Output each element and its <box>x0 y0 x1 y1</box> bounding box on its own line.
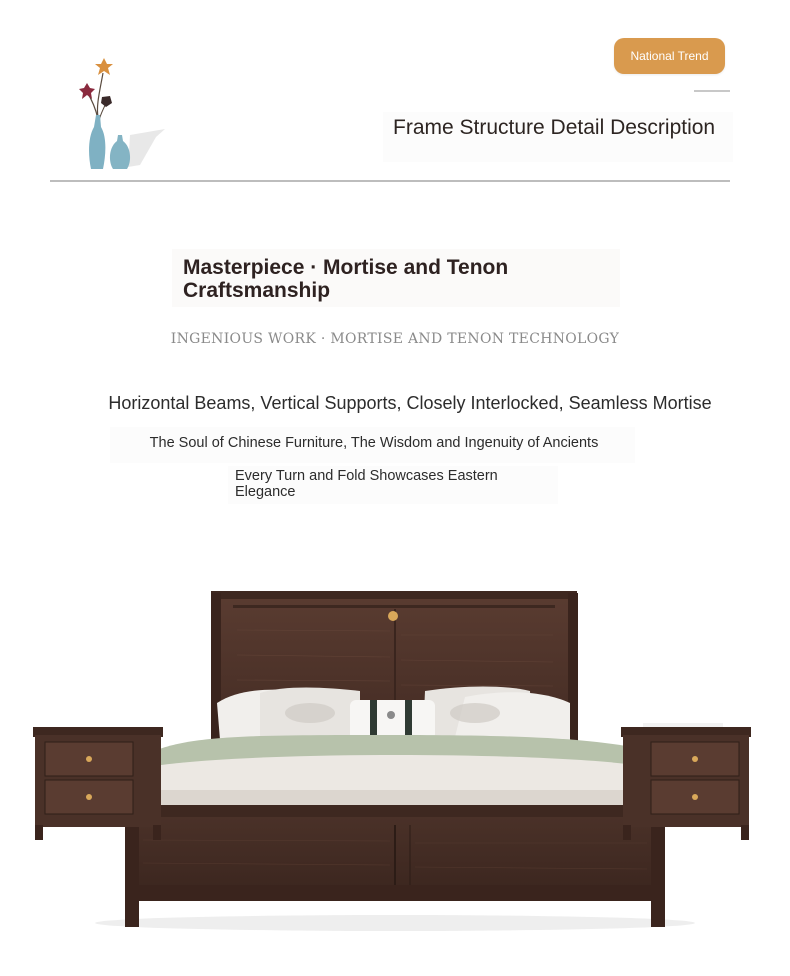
footboard <box>120 805 670 927</box>
page-title: Frame Structure Detail Description <box>393 116 716 139</box>
right-nightstand <box>621 723 751 840</box>
description-line-2: The Soul of Chinese Furniture, The Wisdom and Ingenuity of Ancients <box>149 435 599 451</box>
section-title: Masterpiece · Mortise and Tenon Craftsmanship <box>183 256 509 302</box>
left-nightstand <box>33 727 163 840</box>
national-trend-badge[interactable]: National Trend <box>614 38 725 74</box>
description-line-1: Horizontal Beams, Vertical Supports, Closely Interlocked, Seamless Mortise <box>108 393 712 413</box>
bedding <box>135 735 665 807</box>
description-line-3: Every Turn and Fold Showcases Eastern Elegance <box>235 468 498 500</box>
section-subtitle: INGENIOUS WORK · MORTISE AND TENON TECHNOLOGY <box>170 331 620 347</box>
vase-decoration-icon <box>70 55 170 173</box>
header-divider <box>50 180 730 182</box>
bed-product-image <box>25 585 765 935</box>
header-accent-line <box>694 90 730 92</box>
